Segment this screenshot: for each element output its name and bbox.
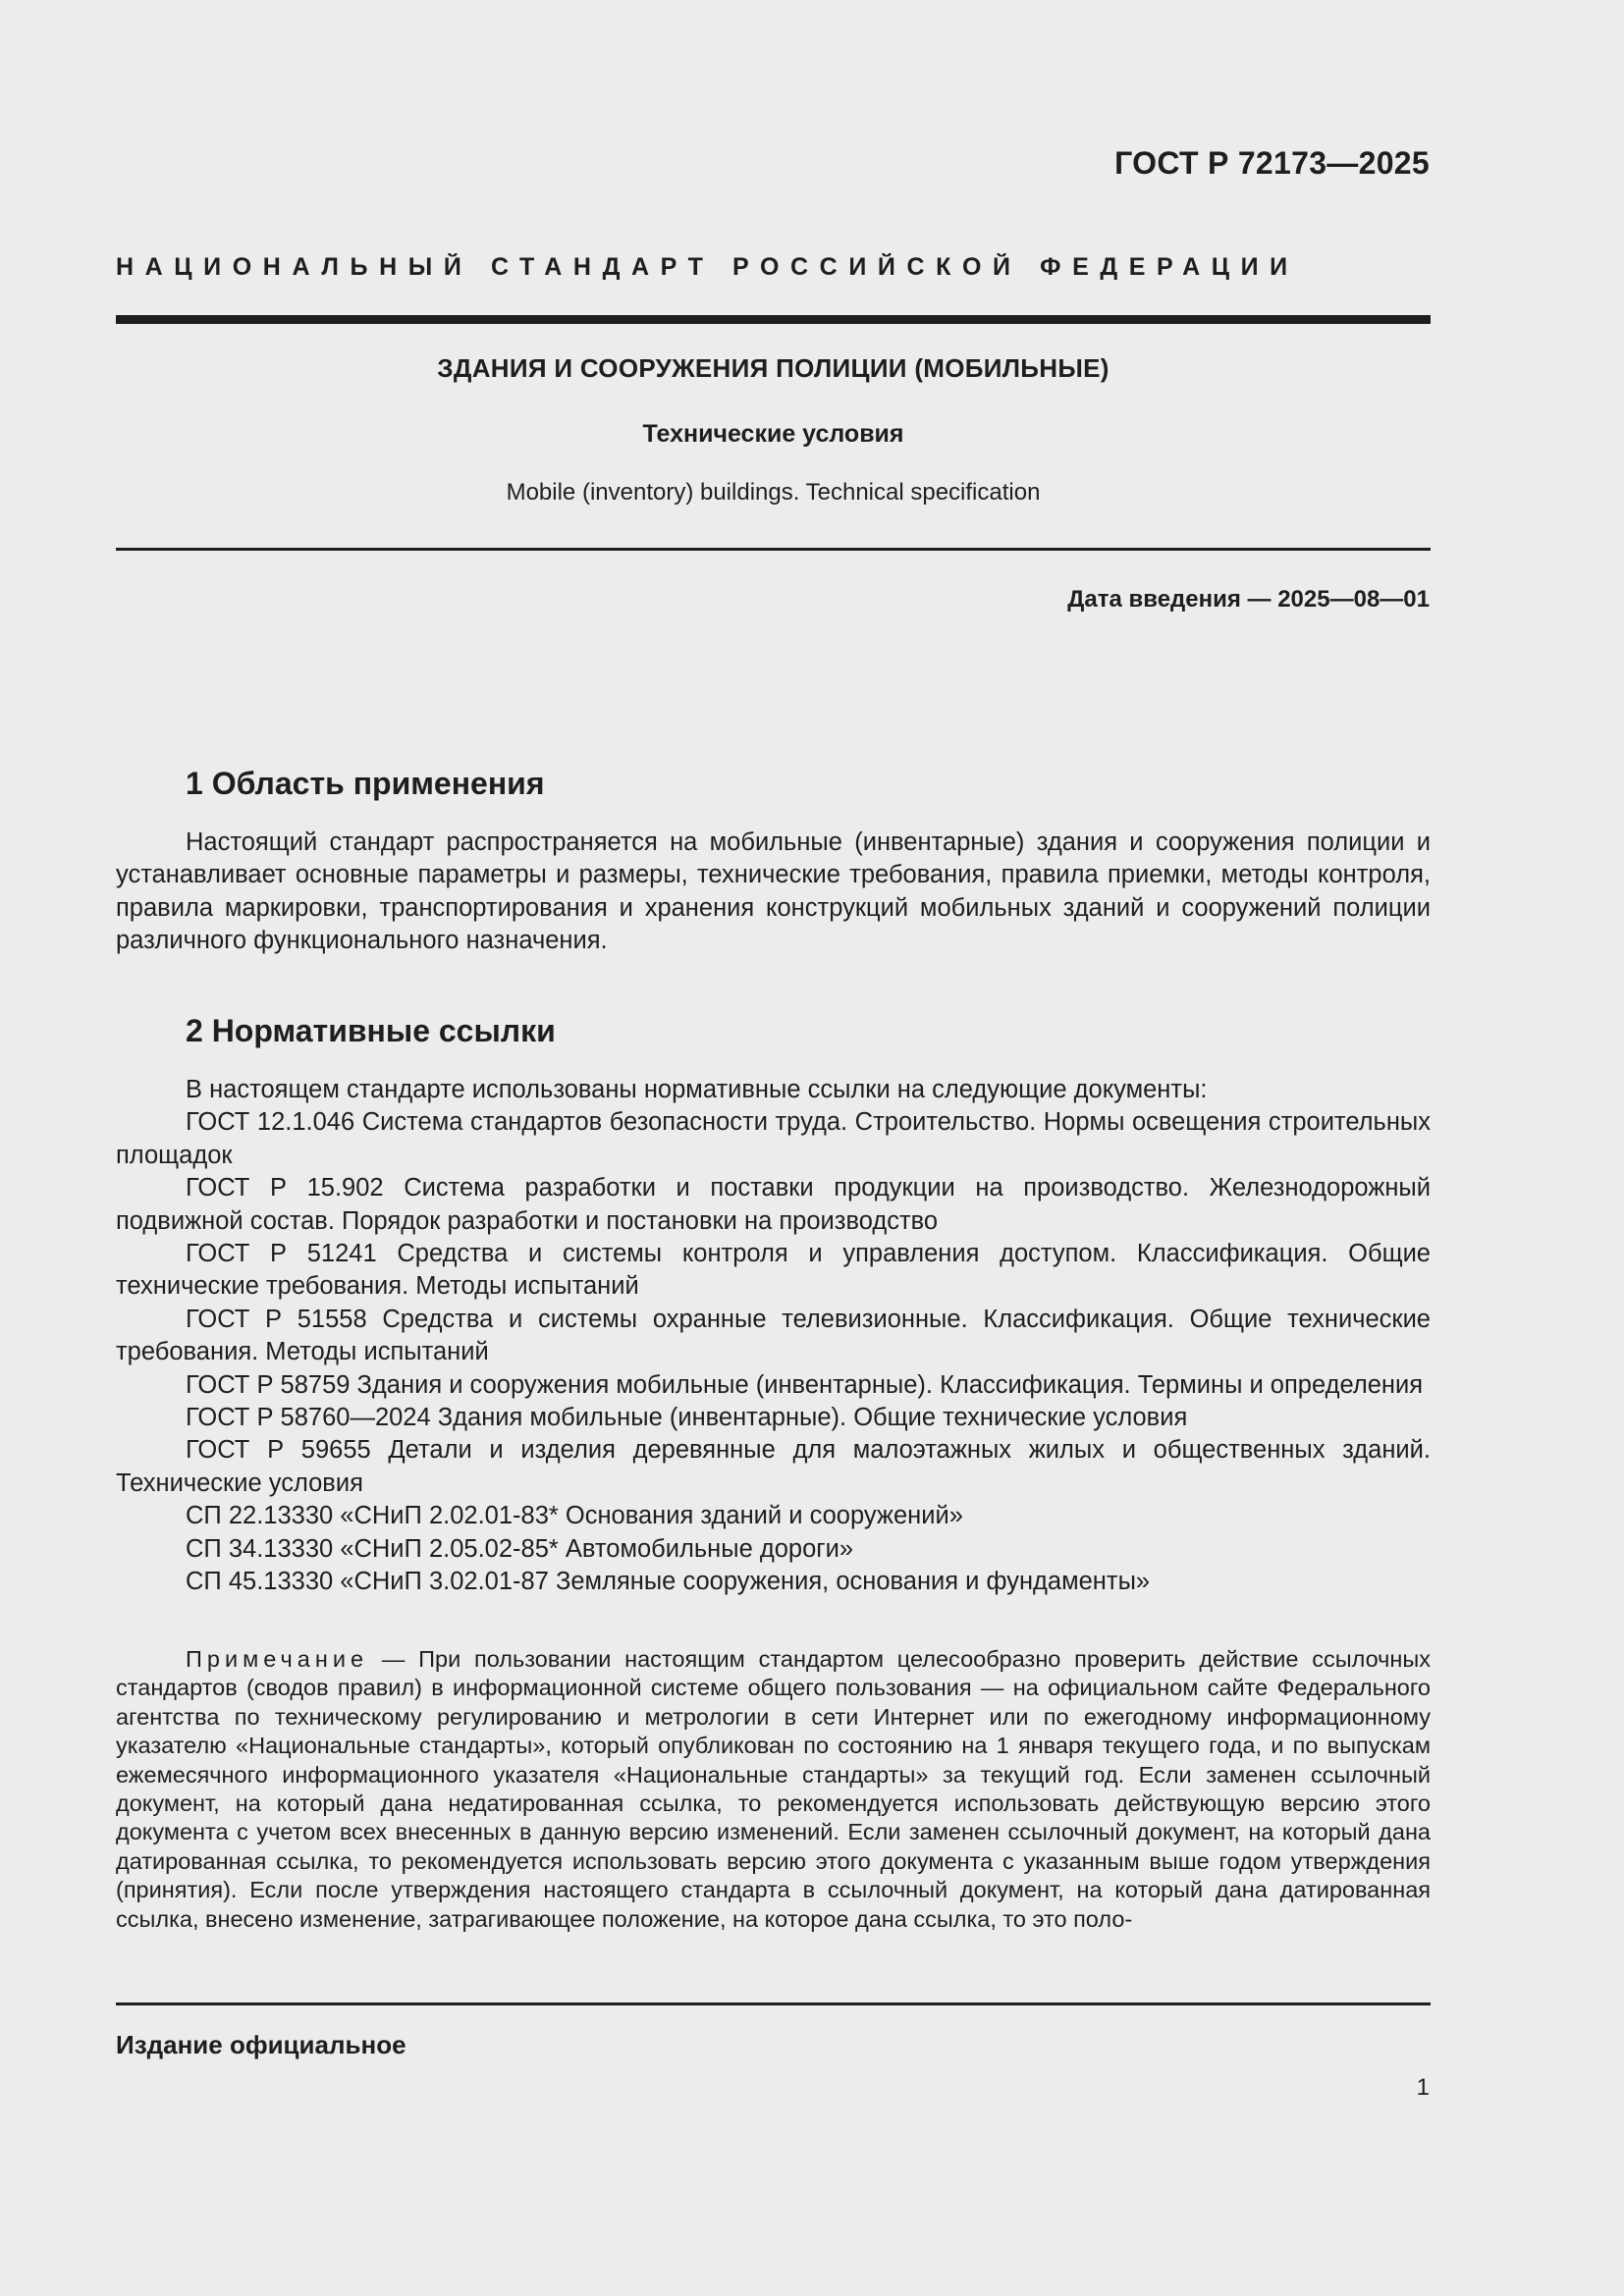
section-1-paragraph: Настоящий стандарт распространяется на мобильные (инвентарные) здания и сооружения полиции и устанавливает основные параметры и размеры, технические требования, правила приемки, методы контроля, правила маркировки, транспортирования и хранения конструкций мобильных зданий и сооружений полиции различного функционального назначения.: [116, 828, 1431, 955]
note-block: [116, 1645, 1431, 1934]
footer-rule: [116, 2002, 1431, 2005]
references-intro: В настоящем стандарте использованы нормативные ссылки на следующие документы:: [186, 1076, 1208, 1103]
note-paragraph: [116, 1645, 1431, 1934]
reference-item: ГОСТ Р 58759 Здания и сооружения мобильные (инвентарные). Классификация. Термины и определения: [186, 1370, 1424, 1399]
document-title: ЗДАНИЯ И СООРУЖЕНИЯ ПОЛИЦИИ (МОБИЛЬНЫЕ): [437, 353, 1110, 383]
reference-item: ГОСТ Р 51558 Средства и системы охранные телевизионные. Классификация. Общие технические требования. Методы испытаний: [116, 1305, 1431, 1366]
page-number: 1: [1416, 2074, 1430, 2101]
section-1-body: [116, 827, 1431, 958]
introduction-date: Дата введения — 2025—08—01: [1067, 586, 1430, 613]
title-rule: [116, 548, 1431, 551]
official-edition-label: Издание официальное: [116, 2030, 406, 2059]
reference-item: ГОСТ Р 51241 Средства и системы контроля и управления доступом. Классификация. Общие технические требования. Методы испытаний: [116, 1240, 1431, 1301]
section-1-heading: 1 Область применения: [186, 766, 545, 801]
section-2-body: [116, 1074, 1431, 1599]
reference-item: ГОСТ 12.1.046 Система стандартов безопасности труда. Строительство. Нормы освещения строительных площадок: [116, 1108, 1431, 1169]
english-title: Mobile (inventory) buildings. Technical specification: [506, 479, 1041, 506]
section-2-heading: 2 Нормативные ссылки: [186, 1013, 556, 1048]
document-subtitle: Технические условия: [642, 420, 904, 448]
reference-item: СП 22.13330 «СНиП 2.02.01-83* Основания зданий и сооружений»: [186, 1502, 963, 1530]
reference-item: ГОСТ Р 15.902 Система разработки и поставки продукции на производство. Железнодорожный подвижной состав. Порядок разработки и постановки на производство: [116, 1174, 1431, 1235]
note-text: — При пользовании настоящим стандартом целесообразно проверить действие ссылочных стандартов (сводов правил) в информационной системе общего пользования — на официальном сайте Федерального агентства по техническому регулированию и метрологии в сети Интернет или по ежегодному информационному указателю «Национальные стандарты», который опубликован по состоянию на 1 января текущего года, и по выпускам ежемесячного информационного указателя «Национальные стандарты» за текущий год. Если заменен ссылочный документ, на который дана недатированная ссылка, то рекомендуется использовать действующую версию этого документа с учетом всех внесенных в данную версию изменений. Если заменен ссылочный документ, на который дана датированная ссылка, то рекомендуется использовать версию этого документа с указанным выше годом утверждения (принятия). Если после утверждения настоящего стандарта в ссылочный документ, на который дана датированная ссылка, внесено изменение, затрагивающее положение, на которое дана ссылка, то это поло-: [116, 1646, 1431, 1932]
standard-number: ГОСТ Р 72173—2025: [1114, 145, 1430, 181]
note-label: Примечание: [186, 1646, 369, 1672]
reference-item: ГОСТ Р 59655 Детали и изделия деревянные для малоэтажных жилых и общественных зданий. Технические условия: [116, 1436, 1431, 1497]
reference-item: СП 45.13330 «СНиП 3.02.01-87 Земляные сооружения, основания и фундаменты»: [186, 1568, 1151, 1596]
reference-item: СП 34.13330 «СНиП 2.05.02-85* Автомобильные дороги»: [186, 1534, 854, 1563]
reference-item: ГОСТ Р 58760—2024 Здания мобильные (инвентарные). Общие технические условия: [186, 1404, 1188, 1432]
national-standard-banner: НАЦИОНАЛЬНЫЙ СТАНДАРТ РОССИЙСКОЙ ФЕДЕРАЦИИ: [116, 253, 1299, 281]
header-rule: [116, 315, 1431, 324]
